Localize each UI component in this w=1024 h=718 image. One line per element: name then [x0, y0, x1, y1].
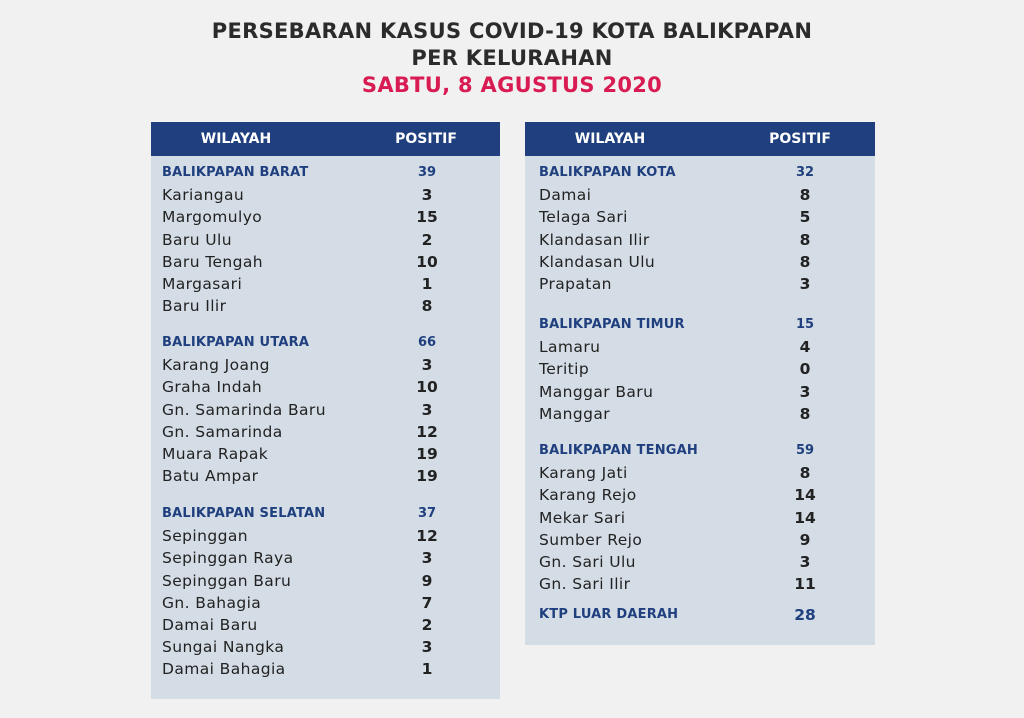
positive-count: 2	[421, 615, 433, 634]
group-total: 15	[795, 317, 815, 332]
table-row	[525, 229, 875, 251]
positive-count: 12	[416, 422, 438, 441]
positive-count: 10	[416, 378, 438, 397]
title-block	[0, 18, 1024, 99]
positive-count: 3	[421, 356, 433, 375]
group-total: 59	[795, 443, 815, 458]
positive-count: 3	[421, 186, 433, 205]
left-table	[151, 122, 500, 699]
positive-count: 9	[421, 571, 433, 590]
group-header-row	[525, 162, 875, 184]
table-row	[525, 403, 875, 425]
positive-count: 0	[799, 360, 811, 379]
group-ktp-luar-daerah	[525, 604, 875, 626]
positive-count: 8	[799, 464, 811, 483]
table-row	[151, 184, 500, 206]
table-row	[151, 273, 500, 295]
group-total: 28	[794, 606, 816, 624]
page-subtitle: PER KELURAHAN	[411, 46, 613, 70]
kelurahan-name: Karang Joang	[162, 356, 270, 375]
kelurahan-name: Gn. Sari Ulu	[539, 552, 636, 571]
table-header	[525, 122, 875, 156]
positive-count: 3	[799, 552, 811, 571]
group-name: BALIKPAPAN SELATAN	[162, 506, 326, 521]
group-header-row	[151, 503, 500, 525]
table-row	[525, 206, 875, 228]
kelurahan-name: Sepinggan Raya	[162, 549, 294, 568]
group-total: 32	[795, 165, 815, 180]
kelurahan-name: Muara Rapak	[162, 444, 269, 463]
kelurahan-name: Sepinggan Baru	[162, 571, 292, 590]
group-balikpapan-kota	[525, 162, 875, 295]
table-row	[525, 551, 875, 573]
table-row	[151, 465, 500, 487]
positive-count: 14	[794, 486, 816, 505]
kelurahan-name: Lamaru	[539, 338, 601, 357]
kelurahan-name: Gn. Samarinda Baru	[162, 400, 326, 419]
table-row	[151, 206, 500, 228]
table-row	[525, 251, 875, 273]
table-row	[151, 636, 500, 658]
group-name: BALIKPAPAN TENGAH	[539, 443, 699, 458]
positive-count: 5	[799, 208, 811, 227]
kelurahan-name: Sungai Nangka	[162, 638, 285, 657]
kelurahan-name: Baru Tengah	[162, 252, 264, 271]
kelurahan-name: Margomulyo	[162, 208, 263, 227]
table-row	[525, 273, 875, 295]
positive-count: 1	[421, 660, 433, 679]
kelurahan-name: Karang Jati	[539, 464, 628, 483]
table-row	[151, 399, 500, 421]
table-row	[525, 184, 875, 206]
positive-count: 15	[416, 208, 438, 227]
positive-count: 3	[799, 274, 811, 293]
table-row	[525, 484, 875, 506]
kelurahan-name: Baru Ulu	[162, 230, 232, 249]
group-balikpapan-tengah	[525, 440, 875, 595]
table-row	[525, 336, 875, 358]
kelurahan-name: Damai	[539, 186, 592, 205]
group-header-row	[151, 332, 500, 354]
group-header-row	[151, 162, 500, 184]
group-total: 66	[417, 335, 437, 350]
kelurahan-name: Mekar Sari	[539, 508, 626, 527]
kelurahan-name: Prapatan	[539, 274, 612, 293]
table-row	[151, 443, 500, 465]
table-row	[151, 376, 500, 398]
kelurahan-name: Kariangau	[162, 186, 245, 205]
table-row	[151, 354, 500, 376]
group-name: BALIKPAPAN TIMUR	[539, 317, 685, 332]
kelurahan-name: Sepinggan	[162, 527, 248, 546]
positive-count: 11	[794, 575, 816, 594]
column-header-positif: POSITIF	[395, 131, 457, 147]
page-title: PERSEBARAN KASUS COVID-19 KOTA BALIKPAPAN	[211, 19, 813, 43]
table-row	[525, 462, 875, 484]
group-total: 37	[417, 506, 437, 521]
kelurahan-name: Klandasan Ulu	[539, 252, 656, 271]
positive-count: 9	[799, 530, 811, 549]
positive-count: 19	[416, 467, 438, 486]
table-row	[525, 507, 875, 529]
positive-count: 14	[794, 508, 816, 527]
table-row	[525, 573, 875, 595]
positive-count: 10	[416, 252, 438, 271]
group-total: 39	[417, 165, 437, 180]
positive-count: 7	[421, 593, 433, 612]
kelurahan-name: Gn. Bahagia	[162, 593, 262, 612]
positive-count: 8	[799, 252, 811, 271]
group-name: BALIKPAPAN UTARA	[162, 335, 310, 350]
positive-count: 3	[421, 400, 433, 419]
kelurahan-name: Karang Rejo	[539, 486, 637, 505]
positive-count: 8	[799, 230, 811, 249]
positive-count: 8	[799, 186, 811, 205]
table-row	[151, 658, 500, 680]
kelurahan-name: Margasari	[162, 274, 243, 293]
kelurahan-name: Sumber Rejo	[539, 530, 643, 549]
kelurahan-name: Baru Ilir	[162, 297, 227, 316]
kelurahan-name: Damai Baru	[162, 615, 258, 634]
group-header-row	[525, 440, 875, 462]
positive-count: 3	[421, 638, 433, 657]
kelurahan-name: Gn. Samarinda	[162, 422, 283, 441]
kelurahan-name: Telaga Sari	[539, 208, 628, 227]
positive-count: 3	[421, 549, 433, 568]
positive-count: 12	[416, 527, 438, 546]
kelurahan-name: Batu Ampar	[162, 467, 259, 486]
table-row	[151, 295, 500, 317]
kelurahan-name: Graha Indah	[162, 378, 263, 397]
positive-count: 4	[799, 338, 811, 357]
kelurahan-name: Teritip	[539, 360, 590, 379]
table-row	[151, 421, 500, 443]
group-balikpapan-barat	[151, 162, 500, 317]
table-row	[151, 251, 500, 273]
column-header-wilayah: WILAYAH	[574, 131, 646, 147]
table-row	[151, 525, 500, 547]
group-name: BALIKPAPAN BARAT	[162, 165, 309, 180]
positive-count: 2	[421, 230, 433, 249]
kelurahan-name: Klandasan Ilir	[539, 230, 650, 249]
column-header-wilayah: WILAYAH	[200, 131, 272, 147]
group-name: KTP LUAR DAERAH	[539, 607, 679, 622]
table-header	[151, 122, 500, 156]
group-balikpapan-selatan	[151, 503, 500, 681]
right-table	[525, 122, 875, 645]
positive-count: 8	[799, 404, 811, 423]
group-balikpapan-timur	[525, 314, 875, 425]
table-row	[151, 614, 500, 636]
table-row	[525, 381, 875, 403]
group-header-row	[525, 604, 875, 626]
column-header-positif: POSITIF	[769, 131, 831, 147]
table-row	[525, 529, 875, 551]
positive-count: 19	[416, 444, 438, 463]
positive-count: 8	[421, 297, 433, 316]
table-row	[151, 547, 500, 569]
report-date: SABTU, 8 AGUSTUS 2020	[361, 73, 663, 97]
table-row	[151, 592, 500, 614]
positive-count: 3	[799, 382, 811, 401]
kelurahan-name: Gn. Sari Ilir	[539, 575, 631, 594]
positive-count: 1	[421, 274, 433, 293]
kelurahan-name: Damai Bahagia	[162, 660, 286, 679]
table-row	[525, 358, 875, 380]
table-row	[151, 570, 500, 592]
group-balikpapan-utara	[151, 332, 500, 487]
kelurahan-name: Manggar Baru	[539, 382, 654, 401]
group-name: BALIKPAPAN KOTA	[539, 165, 676, 180]
table-row	[151, 229, 500, 251]
kelurahan-name: Manggar	[539, 404, 611, 423]
group-header-row	[525, 314, 875, 336]
